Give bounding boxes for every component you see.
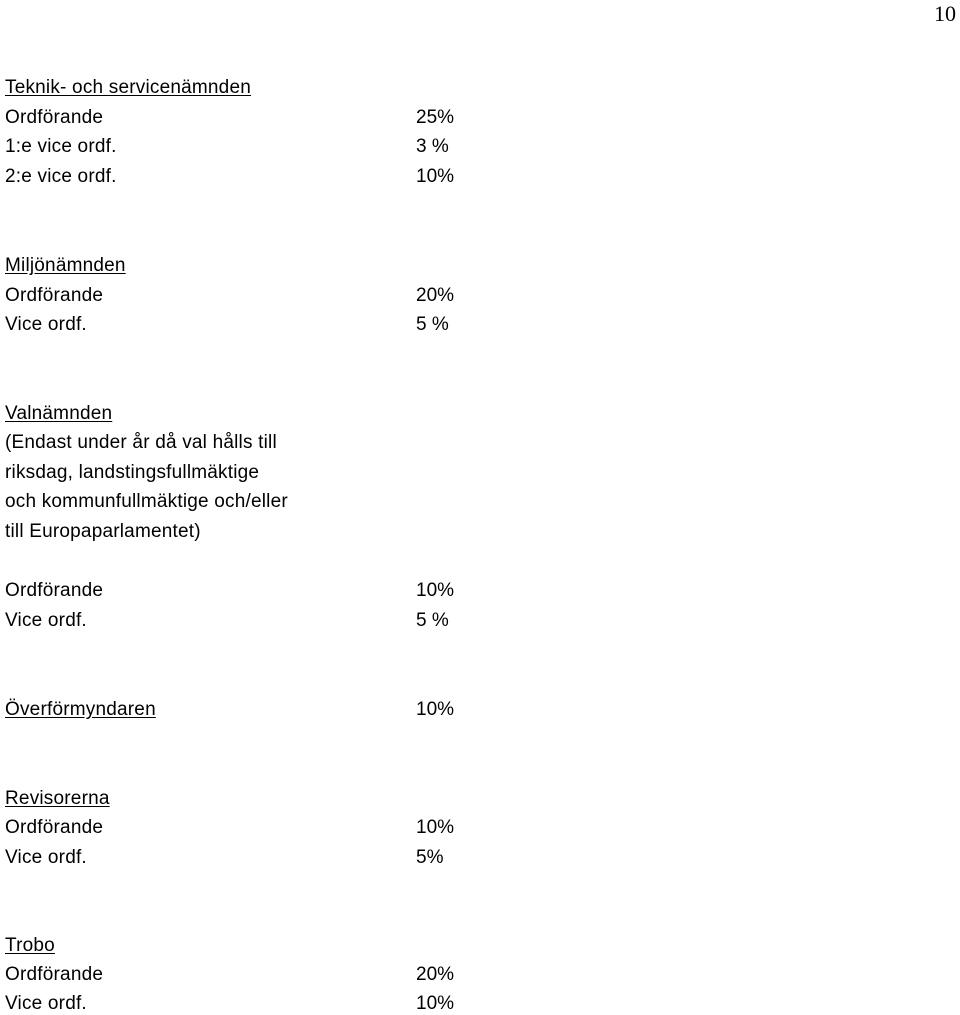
role-label: Ordförande xyxy=(5,580,104,601)
role-label: Ordförande xyxy=(5,964,104,985)
section-title-val: Valnämnden xyxy=(5,403,113,424)
role-label: Vice ordf. xyxy=(5,847,87,868)
role-label: 2:e vice ordf. xyxy=(5,166,117,187)
page-number: 10 xyxy=(934,1,956,26)
note-line: och kommunfullmäktige och/eller xyxy=(5,491,288,512)
role-label: Ordförande xyxy=(5,817,104,838)
section-title-miljo: Miljönämnden xyxy=(5,255,126,276)
role-label: Ordförande xyxy=(5,107,104,128)
percentage-value: 5 % xyxy=(416,610,449,631)
role-label: 1:e vice ordf. xyxy=(5,136,117,157)
role-label: Vice ordf. xyxy=(5,314,87,335)
percentage-value: 10% xyxy=(416,817,455,838)
section-title-trobo: Trobo xyxy=(5,935,55,956)
note-line: till Europaparlamentet) xyxy=(5,521,201,542)
section-title-revisorerna: Revisorerna xyxy=(5,788,110,809)
percentage-value: 5 % xyxy=(416,314,449,335)
percentage-value: 5% xyxy=(416,847,444,868)
percentage-value: 25% xyxy=(416,107,455,128)
percentage-value: 10% xyxy=(416,699,455,720)
role-label: Ordförande xyxy=(5,285,104,306)
note-line: (Endast under år då val hålls till xyxy=(5,432,277,453)
role-label: Vice ordf. xyxy=(5,610,87,631)
percentage-value: 20% xyxy=(416,964,455,985)
percentage-value: 10% xyxy=(416,580,455,601)
note-line: riksdag, landstingsfullmäktige xyxy=(5,462,260,483)
percentage-value: 10% xyxy=(416,993,455,1014)
percentage-value: 10% xyxy=(416,166,455,187)
percentage-value: 3 % xyxy=(416,136,449,157)
section-title-overformyndaren: Överförmyndaren xyxy=(5,699,156,720)
section-title-teknik: Teknik- och servicenämnden xyxy=(5,77,251,98)
role-label: Vice ordf. xyxy=(5,993,87,1014)
percentage-value: 20% xyxy=(416,285,455,306)
